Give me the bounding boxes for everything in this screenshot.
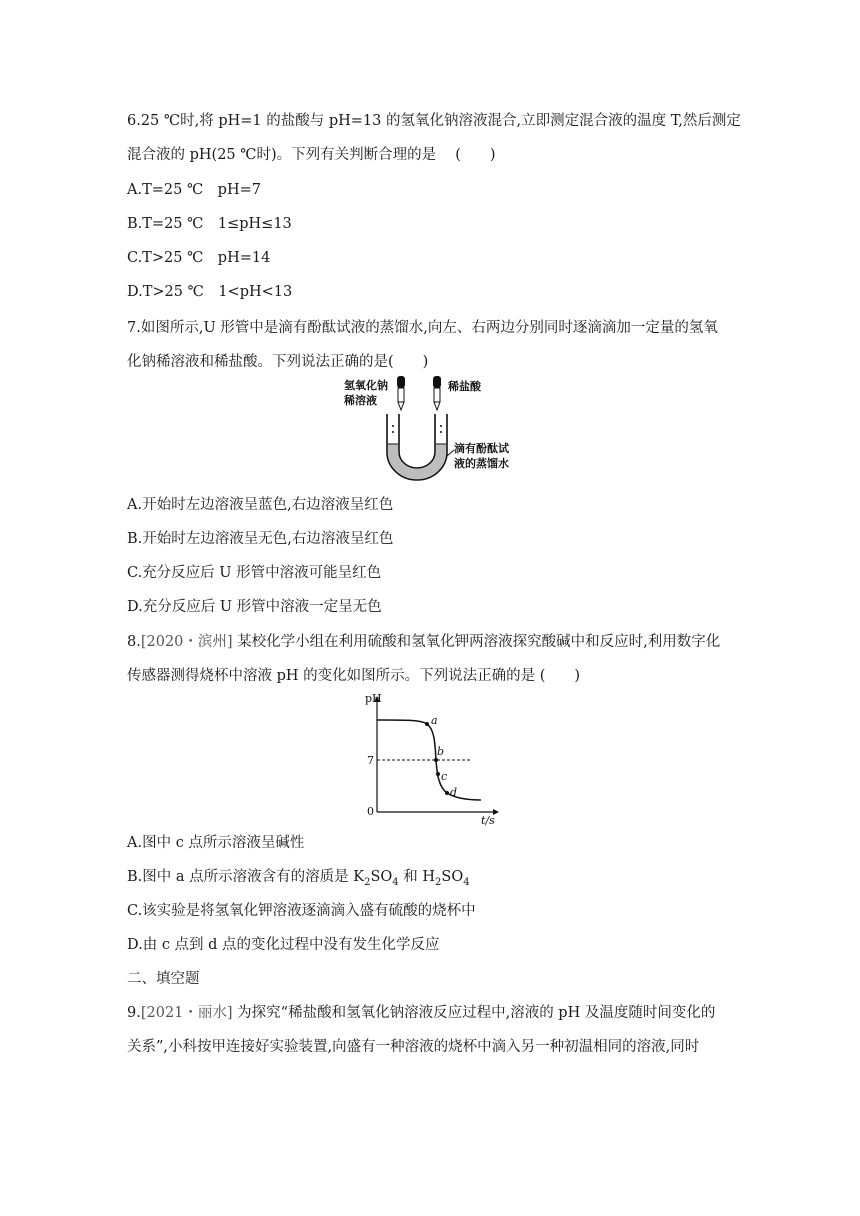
q6-option-c: C.T>25 ℃ pH=14 [127,250,271,266]
formula-part: SO [370,869,393,885]
point-label-c: c [441,770,448,783]
right-dropper [433,376,441,410]
ph-chart [355,690,505,826]
q9-number: 9. [127,1005,141,1021]
q8-source-tag: [2020・滨州] [140,634,233,650]
section-heading: 二、填空题 [127,971,200,987]
q7-option-b: B.开始时左边溶液呈无色,右边溶液呈红色 [127,531,394,547]
left-dropper [397,376,405,410]
q6-stem-line1: 6.25 ℃时,将 pH=1 的盐酸与 pH=13 的氢氧化钠溶液混合,立即测定混合液的温度 T,然后测定 [127,113,741,129]
q7-option-d: D.充分反应后 U 形管中溶液一定呈无色 [127,599,382,615]
q8-option-c: C.该实验是将氢氧化钾溶液逐滴滴入盛有硫酸的烧杯中 [127,903,476,919]
q9-stem-text: 为探究“稀盐酸和氢氧化钠溶液反应过程中,溶液的 pH 及温度随时间变化的 [232,1005,716,1021]
q6-option-a: A.T=25 ℃ pH=7 [127,182,261,198]
u-tube [387,414,447,480]
figure-label-naoh-1: 氢氧化钠 [344,379,388,392]
q7-option-c: C.充分反应后 U 形管中溶液可能呈红色 [127,565,382,581]
y-axis-label: pH [365,692,382,705]
point-a [425,722,429,726]
subscript: 2 [435,876,442,888]
figure-label-hcl: 稀盐酸 [448,380,481,393]
q6-stem-line2: 混合液的 pH(25 ℃时)。下列有关判断合理的是 ( ) [127,147,496,163]
point-c [436,772,440,776]
figure-label-water-2: 液的蒸馏水 [454,457,509,470]
y-tick-7: 7 [367,754,374,767]
x-axis-label: t/s [481,814,495,826]
q9-stem-line2: 关系”,小科按甲连接好实验装置,向盛有一种溶液的烧杯中滴入另一种初温相同的溶液,同时 [127,1039,700,1055]
q8-option-b-text: B.图中 a 点所示溶液含有的溶质是 K [127,869,365,885]
q8-number: 8. [127,634,141,650]
point-d [445,791,449,795]
q8-stem-line2: 传感器测得烧杯中溶液 pH 的变化如图所示。下列说法正确的是 ( ) [127,668,581,684]
q7-stem-line1: 7.如图所示,U 形管中是滴有酚酞试液的蒸馏水,向左、右两边分别同时逐滴滴加一定量的氢氧 [127,320,718,336]
q8-option-a: A.图中 c 点所示溶液呈碱性 [127,835,305,851]
point-label-b: b [437,745,445,758]
subscript: 2 [364,876,371,888]
q8-stem-text: 某校化学小组在利用硫酸和氢氧化钾两溶液探究酸碱中和反应时,利用数字化 [232,634,721,650]
q9-stem-line1 [127,1003,715,1023]
point-b [434,758,438,762]
subscript: 4 [463,876,470,888]
q7-option-a: A.开始时左边溶液呈蓝色,右边溶液呈红色 [127,497,394,513]
point-label-a: a [431,714,438,727]
q6-option-b: B.T=25 ℃ 1≤pH≤13 [127,216,292,232]
q8-option-d: D.由 c 点到 d 点的变化过程中没有发生化学反应 [127,937,440,953]
u-tube-figure [330,374,530,484]
formula-part: SO [441,869,464,885]
subscript: 4 [392,876,399,888]
q7-stem-line2: 化钠稀溶液和稀盐酸。下列说法正确的是( ) [127,354,429,370]
q8-option-b [127,867,470,887]
point-label-d: d [450,786,458,799]
q6-option-d: D.T>25 ℃ 1<pH<13 [127,284,293,300]
formula-part: 和 H [398,869,436,885]
y-tick-0: 0 [367,805,374,818]
q8-stem-line1 [127,632,720,652]
figure-label-naoh-2: 稀溶液 [344,394,377,407]
q9-source-tag: [2021・丽水] [140,1005,233,1021]
figure-label-water-1: 滴有酚酞试 [454,442,509,455]
